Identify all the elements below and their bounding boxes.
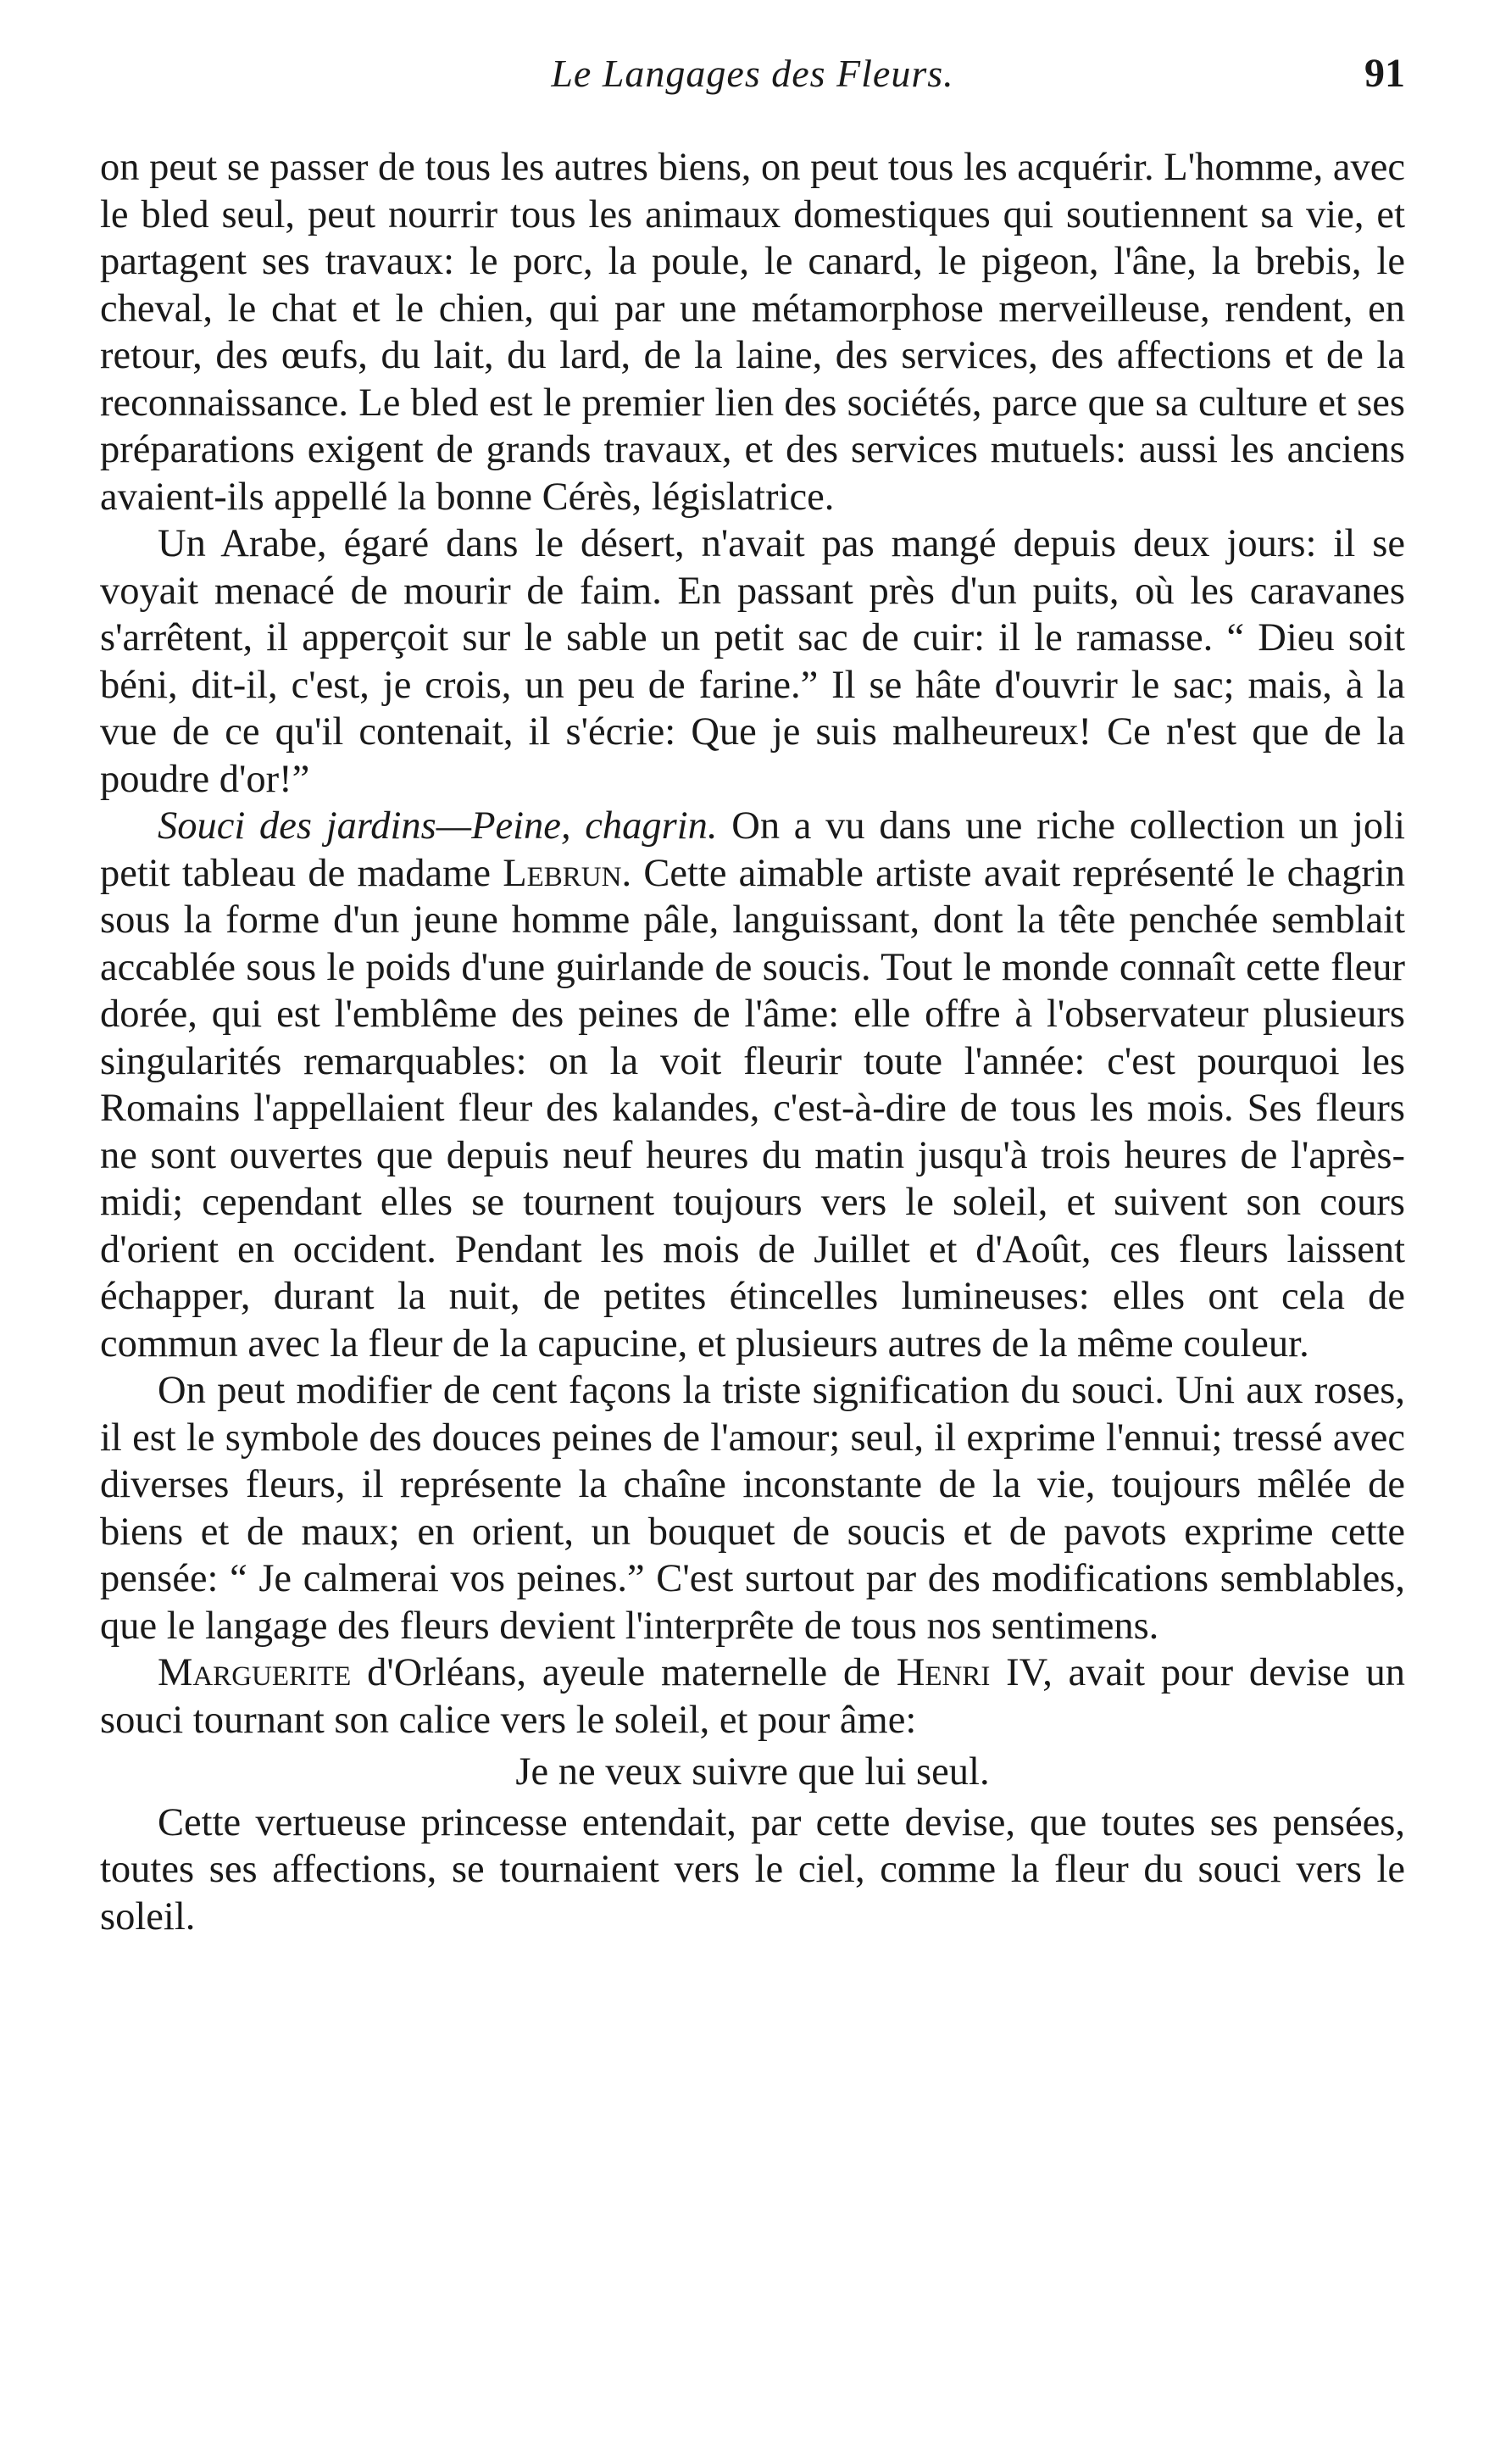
paragraph-marguerite-text-b: IV, avait pour devise un souci tournant son calice vers le soleil, et pour âme: xyxy=(100,1651,1405,1742)
running-title: Le Langages des Fleurs. xyxy=(551,52,954,95)
paragraph-marguerite xyxy=(100,1649,1405,1744)
paragraph-bled: on peut se passer de tous les autres biens, on peut tous les acquérir. L'homme, avec le bled seul, peut nourrir tous les animaux domestiques qui soutiennent sa vie, et partagent ses travaux: le porc, la poule, le canard, le pigeon, l'âne, la brebis, le cheval, le chat et le chien, qui par une métamorphose merveilleuse, rendent, en retour, des œufs, du lait, du lard, de la laine, des services, des affections et de la reconnaissance. Le bled est le premier lien des sociétés, parce que sa culture et ses préparations exigent de grands travaux, et des services mutuels: aussi les anciens avaient-ils appellé la bonne Cérès, législatrice. xyxy=(100,146,1405,519)
paragraph-souci-text-a: On a vu dans une riche collection un joli petit tableau de madame xyxy=(100,804,1405,895)
paragraph-marguerite-text-a: d'Orléans, ayeule maternelle de xyxy=(351,1651,897,1694)
paragraph-souci xyxy=(100,803,1405,1367)
motto: Je ne veux suivre que lui seul. xyxy=(515,1750,990,1794)
name-henri: Henri xyxy=(896,1651,991,1694)
entry-heading: Souci des jardins—Peine, chagrin. xyxy=(158,804,718,848)
running-head xyxy=(100,44,1405,103)
paragraph-souci-text-b: . Cette aimable artiste avait représenté le chagrin sous la forme d'un jeune homme pâle, languissant, dont la tête penchée semblait accablée sous le poids d'une guirlande de soucis. Tout le monde connaît cette fleur dorée, qui est l'emblême des peines de l'âme: elle offre à l'observateur plusieurs singularités remarquables: on la voit fleurir toute l'année: c'est pourquoi les Romains l'appellaient fleur des kalandes, c'est-à-dire de tous les mois. Ses fleurs ne sont ouvertes que depuis neuf heures du matin jusqu'à trois heures de l'après-midi; cependant elles se tournent toujours vers le soleil, et suivent son cours d'orient en occident. Pendant les mois de Juillet et d'Août, ces fleurs laissent échapper, durant la nuit, de petites étincelles lumineuses: elles ont cela de commun avec la fleur de la capucine, et plusieurs autres de la même couleur. xyxy=(100,851,1406,1365)
paragraph-princesse: Cette vertueuse princesse entendait, par cette devise, que toutes ses pensées, toutes ses affections, se tournaient vers le ciel, comme la fleur du souci vers le soleil. xyxy=(100,1800,1405,1938)
page-number: 91 xyxy=(1364,51,1405,96)
name-marguerite: Marguerite xyxy=(158,1651,352,1694)
paragraph-arabe: Un Arabe, égaré dans le désert, n'avait pas mangé depuis deux jours: il se voyait menacé de mourir de faim. En passant près d'un puits, où les caravanes s'arrêtent, il apperçoit sur le sable un petit sac de cuir: il le ramasse. “ Dieu soit béni, dit-il, c'est, je crois, un peu de farine.” Il se hâte d'ouvrir le sac; mais, à la vue de ce qu'il contenait, il s'écrie: Que je suis malheureux! Ce n'est que de la poudre d'or!” xyxy=(100,522,1405,801)
body-text xyxy=(100,144,1405,1940)
name-lebrun: Lebrun xyxy=(503,851,622,895)
paragraph-signification: On peut modifier de cent façons la triste signification du souci. Uni aux roses, il est le symbole des douces peines de l'amour; seul, il exprime l'ennui; tressé avec diverses fleurs, il représente la chaîne inconstante de la vie, toujours mêlée de biens et de maux; en orient, un bouquet de soucis et de pavots exprime cette pensée: “ Je calmerai vos peines.” C'est surtout par des modifications semblables, que le langage des fleurs devient l'interprête de tous nos sentimens. xyxy=(100,1369,1405,1648)
